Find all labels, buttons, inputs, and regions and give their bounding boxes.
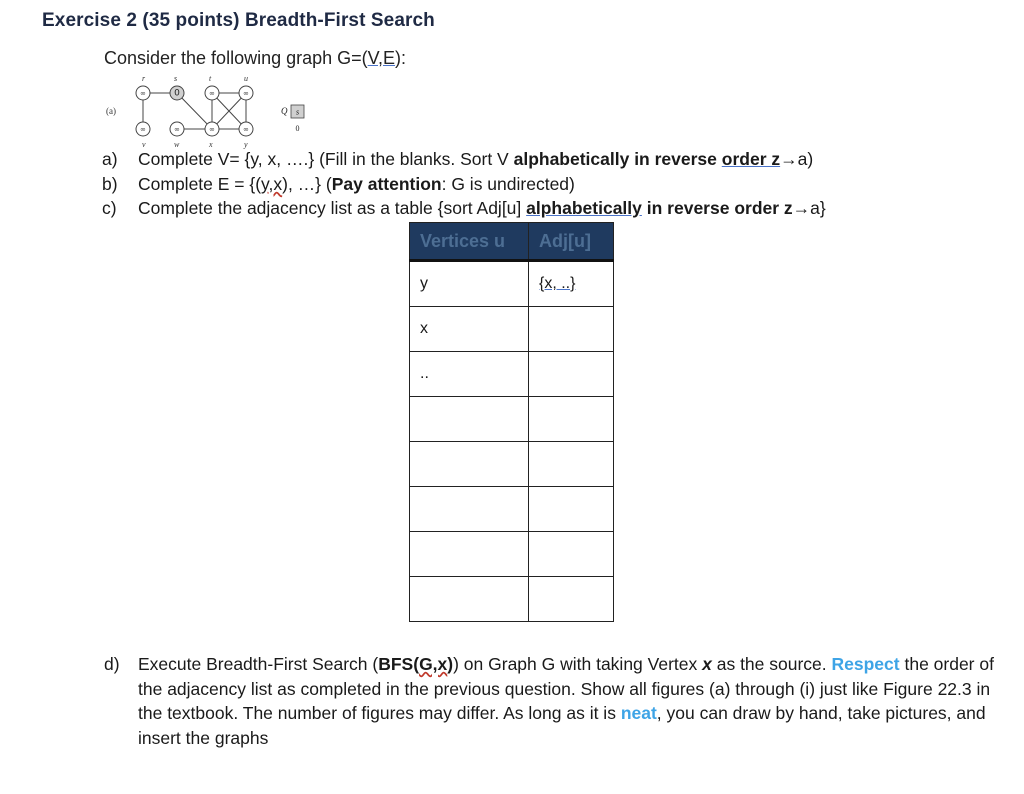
table-row [410, 352, 614, 397]
table-row [410, 261, 614, 307]
table-cell-adj[interactable] [529, 442, 614, 487]
adjacency-table [409, 222, 614, 622]
question-b-text-2: ), …} ( [282, 174, 332, 194]
intro-end: ): [395, 48, 407, 68]
label-r: r [142, 75, 146, 83]
header-vertices: Vertices u [410, 223, 529, 261]
label-y: y [244, 140, 248, 149]
value-w: ∞ [174, 125, 180, 134]
question-d-text-2: ) on Graph G with taking Vertex [453, 654, 703, 674]
value-r: ∞ [140, 89, 146, 98]
header-adj: Adj[u] [529, 223, 614, 261]
label-s: s [174, 75, 178, 83]
value-u: ∞ [243, 89, 249, 98]
intro-start: Consider the following graph G=( [104, 48, 368, 68]
table-cell-vertex[interactable] [410, 532, 529, 577]
question-c-label: c) [102, 198, 117, 218]
question-b-text-3: : G is undirected) [441, 174, 575, 194]
table-cell-vertex[interactable] [410, 397, 529, 442]
value-x: ∞ [209, 125, 215, 134]
question-c-bold-1: alphabetically [526, 198, 642, 218]
adj-value: {x, ..} [539, 275, 576, 292]
question-d-respect: Respect [831, 654, 900, 674]
question-a [102, 149, 813, 170]
question-d-text-3: as the source. [711, 654, 832, 674]
table-row [410, 577, 614, 622]
question-d-bfs: BFS( [378, 654, 420, 674]
table-cell-vertex[interactable]: .. [410, 352, 529, 397]
table-cell-vertex[interactable] [410, 577, 529, 622]
question-d-body [138, 652, 994, 750]
table-header-row [410, 223, 614, 261]
queue-label: Q [281, 106, 288, 116]
question-a-text-2: →a) [780, 149, 814, 169]
question-d-source-x: x [702, 654, 712, 674]
table-cell-vertex[interactable] [410, 487, 529, 532]
question-b-text-1: Complete E = {( [138, 174, 262, 194]
table-cell-adj[interactable] [529, 352, 614, 397]
question-b-pair: y,x [261, 174, 283, 194]
table-cell-vertex[interactable]: y [410, 261, 529, 307]
question-a-label: a) [102, 149, 118, 169]
question-c-text-2: →a} [792, 198, 826, 218]
value-t: ∞ [209, 89, 215, 98]
question-b-label: b) [102, 174, 118, 194]
question-a-text-1: Complete V= {y, x, ….} (Fill in the blanks. Sort V [138, 149, 514, 169]
queue-item: s [295, 107, 300, 117]
question-d-text-5: , you can draw by hand, take pictures, and insert the graphs [138, 703, 986, 748]
table-row [410, 397, 614, 442]
value-s: 0 [174, 88, 180, 99]
question-d-text-1: Execute Breadth-First Search ( [138, 654, 379, 674]
question-d-neat: neat [620, 703, 657, 723]
table-cell-adj[interactable] [529, 397, 614, 442]
label-u: u [244, 75, 248, 83]
question-c [102, 198, 826, 219]
table-cell-adj[interactable] [529, 532, 614, 577]
question-d [104, 652, 994, 750]
question-b [102, 174, 575, 195]
question-a-bold-2: order z [721, 149, 781, 169]
label-x: x [209, 140, 213, 149]
table-row [410, 487, 614, 532]
value-v: ∞ [140, 125, 146, 134]
question-d-bfs-arg: G,x [419, 654, 448, 674]
intro-text [104, 48, 406, 69]
queue-dist: 0 [295, 124, 300, 133]
label-t: t [209, 75, 212, 83]
table-row [410, 442, 614, 487]
table-cell-adj[interactable] [529, 307, 614, 352]
question-c-bold-2: in reverse order z [641, 198, 793, 218]
question-d-label: d) [104, 654, 120, 674]
value-y: ∞ [243, 125, 249, 134]
table-cell-vertex[interactable]: x [410, 307, 529, 352]
table-cell-adj[interactable] [529, 577, 614, 622]
intro-ve: V,E [367, 48, 396, 68]
panel-label: (a) [106, 106, 116, 116]
label-v: v [142, 140, 146, 149]
label-w: w [174, 140, 180, 149]
question-c-text-1: Complete the adjacency list as a table {sort Adj[u] [138, 198, 527, 218]
question-b-bold: Pay attention [331, 174, 442, 194]
table-row [410, 532, 614, 577]
table-cell-vertex[interactable] [410, 442, 529, 487]
table-cell-adj[interactable] [529, 261, 614, 307]
question-d-bfs-close: ) [447, 654, 454, 674]
bfs-graph-figure [100, 75, 340, 150]
table-row [410, 307, 614, 352]
question-a-bold-1: alphabetically in reverse [513, 149, 722, 169]
question-d-text-4: the order of the adjacency list as completed in the previous question. Show all figures (a) through (i) just like Figure 22.3 in the textbook. The number of figures may differ. As long as it is [138, 654, 994, 723]
exercise-title: Exercise 2 (35 points) Breadth-First Search [42, 10, 435, 31]
table-cell-adj[interactable] [529, 487, 614, 532]
